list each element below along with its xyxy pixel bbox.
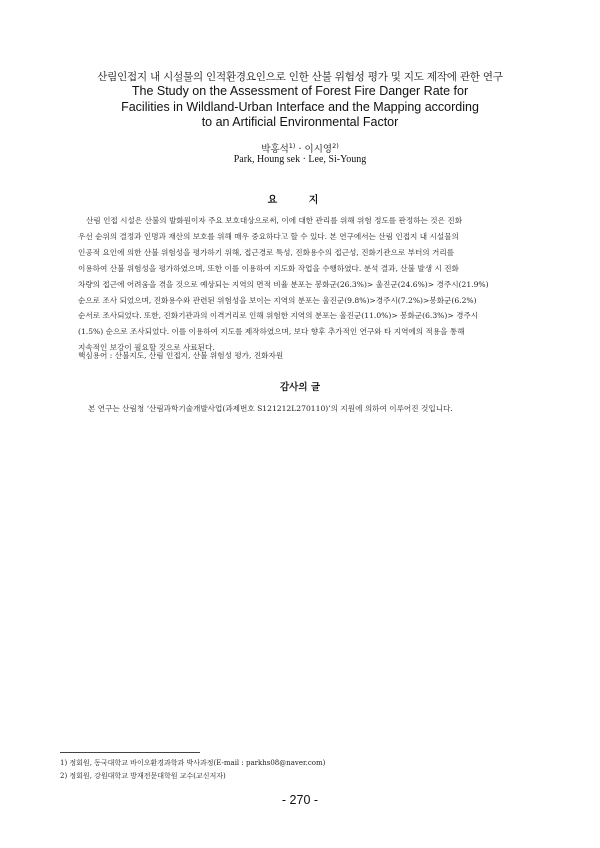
acknowledgement-body: 본 연구는 산림청 ‘산림과학기술개발사업(과제번호 S121212L270110)’의 지원에 의하여 이루어진 것입니다.: [88, 404, 453, 413]
abstract-line: 산림 인접 시설은 산불의 발화원이자 주요 보호대상으로써, 이에 대한 관리를 위해 위험 정도를 판정하는 것은 진화: [86, 216, 463, 225]
author-2-footnote-mark: 2): [332, 141, 339, 150]
page-number: - 270 -: [281, 793, 319, 807]
english-title-line: The Study on the Assessment of Forest Fire Danger Rate for: [131, 84, 469, 98]
footnote-item: 2) 정회원, 강원대학교 방재전문대학원 교수(교신저자): [60, 772, 226, 780]
author-1-footnote-mark: 1): [288, 141, 296, 150]
keywords: 핵심용어 : 산불지도, 산림 인접지, 산불 위험성 평가, 진화자원: [78, 351, 284, 360]
english-title: [40, 84, 560, 131]
abstract-line: 순서로 조사되었다. 또한, 진화기관과의 이격거리로 인해 위험한 지역의 분포는 울진군(11.0%)> 봉화군(6.3%)> 경주시: [78, 311, 479, 321]
author-2-name: 이시영: [304, 144, 333, 155]
abstract-line: 우선 순위의 결정과 인명과 재산의 보호를 위해 매우 중요하다고 할 수 있다. 본 연구에서는 산림 인접지 내 시설물의: [78, 231, 459, 241]
author-separator: ·: [295, 144, 305, 155]
korean-title: 산림인접지 내 시설물의 인적환경요인으로 인한 산불 위험성 평가 및 지도 제작에 관한 연구: [97, 71, 503, 83]
abstract-line: (1.5%) 순으로 조사되었다. 이를 이용하여 지도를 제작하였으며, 보다 향후 추가적인 연구와 타 지역에의 적용을 통해: [78, 327, 465, 337]
footnotes: [60, 757, 540, 783]
author-1-name: 박홍석: [261, 144, 289, 155]
acknowledgement-heading: 감사의 글: [279, 382, 320, 393]
abstract-line: 지속적인 보강이 필요할 것으로 사료된다.: [78, 343, 215, 353]
abstract-line: 순으로 조사 되었으며, 진화용수와 관련된 위험성을 보이는 지역의 분포는 울진군(9.8%)>경주시(7.2%)>봉화군(6.2%): [78, 295, 477, 305]
footnote-divider: [60, 752, 200, 753]
english-authors: Park, Houng sek · Lee, Si-Young: [233, 154, 367, 165]
abstract-line: 차량의 접근에 어려움을 겪을 것으로 예상되는 지역의 면적 비율 분포는 봉화군(26.3%)> 울진군(24.6%)> 경주시(21.9%): [78, 279, 489, 289]
english-title-line: to an Artificial Environmental Factor: [201, 115, 399, 129]
english-title-line: Facilities in Wildland-Urban Interface and the Mapping according: [121, 99, 479, 114]
korean-authors: [40, 141, 560, 155]
abstract-body: [78, 213, 530, 356]
abstract-heading: 요 지: [267, 195, 333, 206]
abstract-line: 이용하여 산불 위험성을 평가하였으며, 또한 이를 이용하여 지도화 작업을 수행하였다. 분석 결과, 산불 발생 시 진화: [78, 263, 459, 273]
footnote-item: 1) 정회원, 동국대학교 바이오환경과학과 박사과정(E-mail : parkhs08@naver.com): [60, 759, 326, 767]
abstract-line: 인공적 요인에 의한 산불 위험성을 평가하기 위해, 접근경로 특성, 진화용수의 접근성, 진화기관으로 부터의 거리를: [78, 247, 455, 257]
